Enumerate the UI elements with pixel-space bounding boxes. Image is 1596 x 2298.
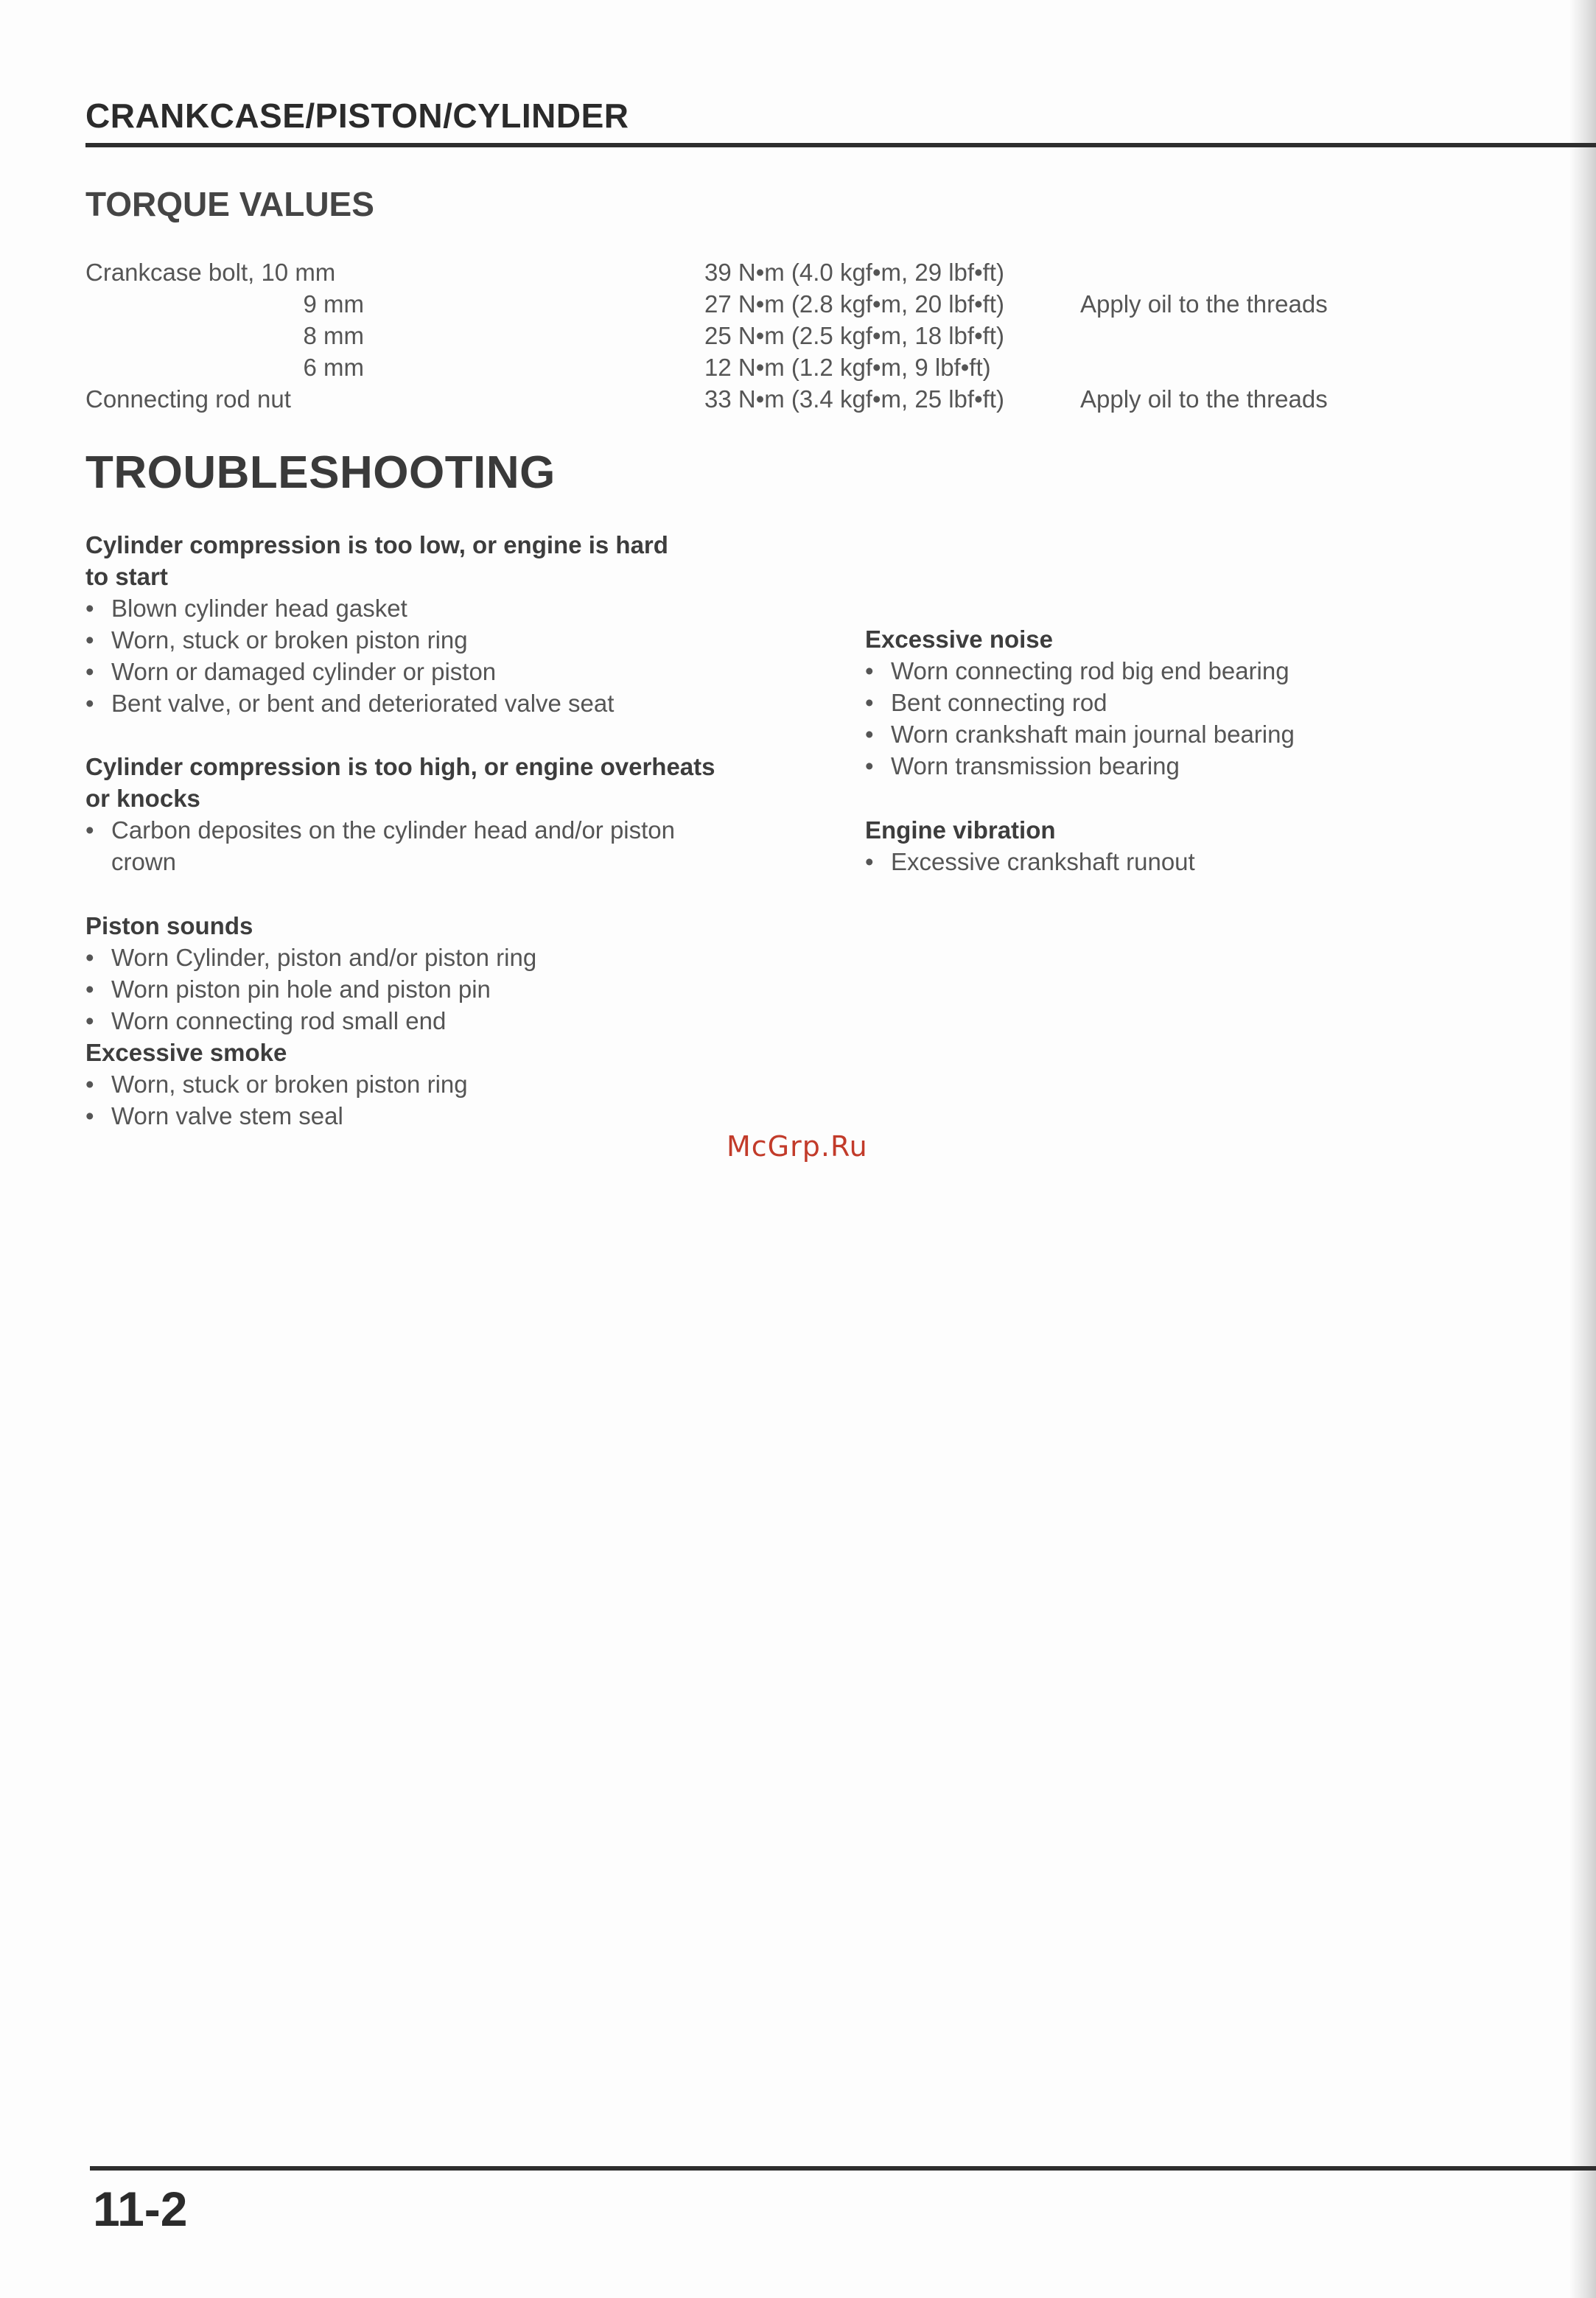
torque-value: 12 N•m (1.2 kgf•m, 9 lbf•ft) xyxy=(704,354,991,381)
ts-heading xyxy=(865,814,1528,846)
list-item: • Worn or damaged cylinder or piston xyxy=(85,656,793,687)
torque-note: Apply oil to the threads xyxy=(1080,385,1328,413)
torque-value: 33 N•m (3.4 kgf•m, 25 lbf•ft) xyxy=(704,385,1004,413)
ts-heading xyxy=(85,910,793,942)
bullet-icon: • xyxy=(865,721,874,748)
torque-note: Apply oil to the threads xyxy=(1080,290,1328,318)
bullet-icon: • xyxy=(85,1007,94,1034)
torque-item-crankcase-bolt: Crankcase bolt, 10 mm xyxy=(85,259,336,286)
bullet-icon: • xyxy=(85,944,94,971)
watermark: McGrp.Ru xyxy=(727,1130,868,1163)
ts-list xyxy=(85,592,793,719)
ts-heading xyxy=(865,623,1528,655)
bullet-icon: • xyxy=(85,595,94,622)
list-item: • Worn Cylinder, piston and/or piston ring xyxy=(85,942,793,973)
torque-value: 27 N•m (2.8 kgf•m, 20 lbf•ft) xyxy=(704,290,1004,318)
bullet-icon: • xyxy=(865,657,874,684)
torque-values-title: TORQUE VALUES xyxy=(85,185,374,223)
ts-heading-line: Piston sounds xyxy=(85,912,253,939)
torque-size-list xyxy=(85,288,364,383)
ts-list xyxy=(85,1068,793,1132)
header-rule xyxy=(85,143,1596,147)
list-item: • Bent valve, or bent and deteriorated valve seat xyxy=(85,687,793,719)
list-item: • Worn transmission bearing xyxy=(865,750,1528,782)
ts-group-excessive-noise xyxy=(865,623,1528,782)
ts-heading-line: Excessive smoke xyxy=(85,1039,287,1066)
ts-heading-line: Excessive noise xyxy=(865,626,1054,653)
bullet-icon: • xyxy=(85,1102,94,1129)
running-head: CRANKCASE/PISTON/CYLINDER xyxy=(85,97,629,135)
bullet-icon: • xyxy=(85,626,94,654)
bullet-icon: • xyxy=(865,752,874,780)
list-item: • Worn piston pin hole and piston pin xyxy=(85,973,793,1005)
page-number: 11-2 xyxy=(93,2182,188,2236)
ts-group-high-compression xyxy=(85,751,793,877)
torque-size: 8 mm xyxy=(303,322,364,349)
ts-heading-line: Cylinder compression is too low, or engine is hard xyxy=(85,531,668,558)
ts-heading-line: or knocks xyxy=(85,785,200,812)
torque-size: 9 mm xyxy=(303,290,364,318)
list-item: • Worn connecting rod small end xyxy=(85,1005,793,1037)
ts-list xyxy=(865,846,1528,877)
ts-list xyxy=(865,655,1528,782)
torque-value: 39 N•m (4.0 kgf•m, 29 lbf•ft) xyxy=(704,259,1004,286)
ts-list xyxy=(85,942,793,1037)
list-item: • Worn crankshaft main journal bearing xyxy=(865,718,1528,750)
list-item: • Worn, stuck or broken piston ring xyxy=(85,624,793,656)
footer-rule xyxy=(90,2166,1596,2171)
list-item: • Bent connecting rod xyxy=(865,687,1528,718)
ts-group-low-compression xyxy=(85,529,793,719)
ts-heading-line: Engine vibration xyxy=(865,816,1056,844)
list-item: • Worn connecting rod big end bearing xyxy=(865,655,1528,687)
bullet-icon: • xyxy=(85,690,94,717)
torque-value: 25 N•m (2.5 kgf•m, 18 lbf•ft) xyxy=(704,322,1004,349)
torque-size: 6 mm xyxy=(303,354,364,381)
ts-group-engine-vibration xyxy=(865,814,1528,877)
bullet-icon: • xyxy=(865,848,874,875)
bullet-icon: • xyxy=(85,1071,94,1098)
page-edge-shadow xyxy=(1569,0,1596,2298)
bullet-icon: • xyxy=(865,689,874,716)
ts-heading xyxy=(85,529,793,592)
list-item: • Carbon deposites on the cylinder head and/or piston crown xyxy=(85,814,690,877)
list-item: • Blown cylinder head gasket xyxy=(85,592,793,624)
list-item: • Worn valve stem seal xyxy=(85,1100,793,1132)
ts-heading xyxy=(85,1037,793,1068)
bullet-icon: • xyxy=(85,816,94,844)
ts-heading xyxy=(85,751,793,814)
list-item: • Excessive crankshaft runout xyxy=(865,846,1528,877)
torque-item-connecting-rod-nut: Connecting rod nut xyxy=(85,385,291,413)
list-item: • Worn, stuck or broken piston ring xyxy=(85,1068,793,1100)
ts-list xyxy=(85,814,690,877)
bullet-icon: • xyxy=(85,975,94,1003)
ts-group-piston-sounds xyxy=(85,910,793,1132)
bullet-icon: • xyxy=(85,658,94,685)
ts-heading-line: Cylinder compression is too high, or engine overheats xyxy=(85,753,715,780)
troubleshooting-title: TROUBLESHOOTING xyxy=(85,447,556,498)
ts-heading-line: to start xyxy=(85,563,168,590)
torque-value-list xyxy=(704,256,1004,415)
